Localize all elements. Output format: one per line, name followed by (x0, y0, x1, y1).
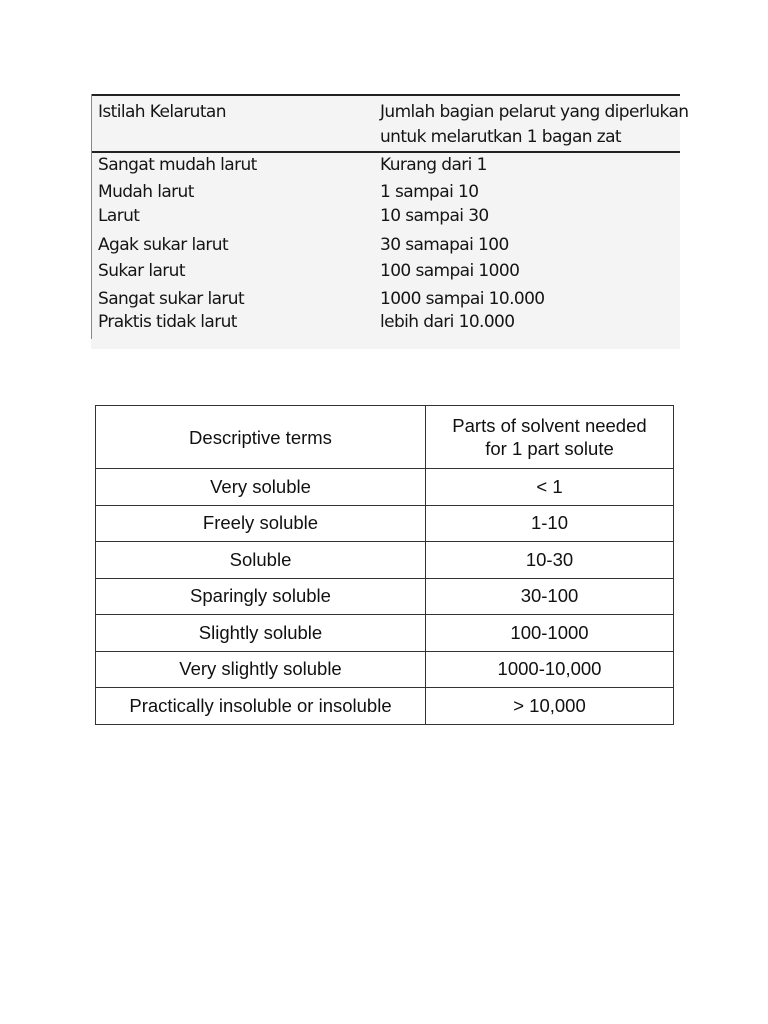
table-row (96, 542, 674, 579)
row-term: Agak sukar larut (98, 235, 229, 255)
row-parts: < 1 (426, 469, 674, 506)
table-left-edge (91, 94, 92, 339)
row-parts: 10-30 (426, 542, 674, 579)
row-parts: 30-100 (426, 578, 674, 615)
table-row (96, 651, 674, 688)
row-parts: > 10,000 (426, 688, 674, 725)
header-term: Descriptive terms (96, 406, 426, 469)
row-parts: 1-10 (426, 505, 674, 542)
row-parts: lebih dari 10.000 (380, 312, 515, 332)
row-term: Sukar larut (98, 261, 185, 281)
table-row (96, 615, 674, 652)
header-parts-line2: for 1 part solute (485, 438, 614, 459)
row-term: Practically insoluble or insoluble (96, 688, 426, 725)
row-term: Sparingly soluble (96, 578, 426, 615)
row-parts: 1000 sampai 10.000 (380, 289, 545, 309)
row-parts: 100 sampai 1000 (380, 261, 520, 281)
table-row (96, 688, 674, 725)
header-term: Istilah Kelarutan (98, 102, 226, 122)
header-parts (426, 406, 674, 469)
table-row (96, 578, 674, 615)
table-top-rule (91, 94, 680, 96)
solubility-table-english (95, 405, 674, 725)
header-parts-line1: Parts of solvent needed (452, 415, 647, 436)
row-parts: 30 samapai 100 (380, 235, 509, 255)
row-parts: 1000-10,000 (426, 651, 674, 688)
row-term: Sangat mudah larut (98, 155, 257, 175)
row-term: Very soluble (96, 469, 426, 506)
row-parts: 1 sampai 10 (380, 182, 479, 202)
row-term: Freely soluble (96, 505, 426, 542)
header-parts-line1: Jumlah bagian pelarut yang diperlukan (380, 102, 689, 122)
row-term: Very slightly soluble (96, 651, 426, 688)
row-term: Praktis tidak larut (98, 312, 237, 332)
solubility-table-indonesian (91, 94, 689, 349)
table-header-row (96, 406, 674, 469)
table-row (96, 505, 674, 542)
row-term: Slightly soluble (96, 615, 426, 652)
row-parts: Kurang dari 1 (380, 155, 487, 175)
row-term: Soluble (96, 542, 426, 579)
row-term: Sangat sukar larut (98, 289, 245, 309)
row-term: Mudah larut (98, 182, 194, 202)
row-parts: 10 sampai 30 (380, 206, 489, 226)
header-parts-line2: untuk melarutkan 1 bagan zat (380, 127, 621, 147)
row-parts: 100-1000 (426, 615, 674, 652)
table-row (96, 469, 674, 506)
row-term: Larut (98, 206, 140, 226)
